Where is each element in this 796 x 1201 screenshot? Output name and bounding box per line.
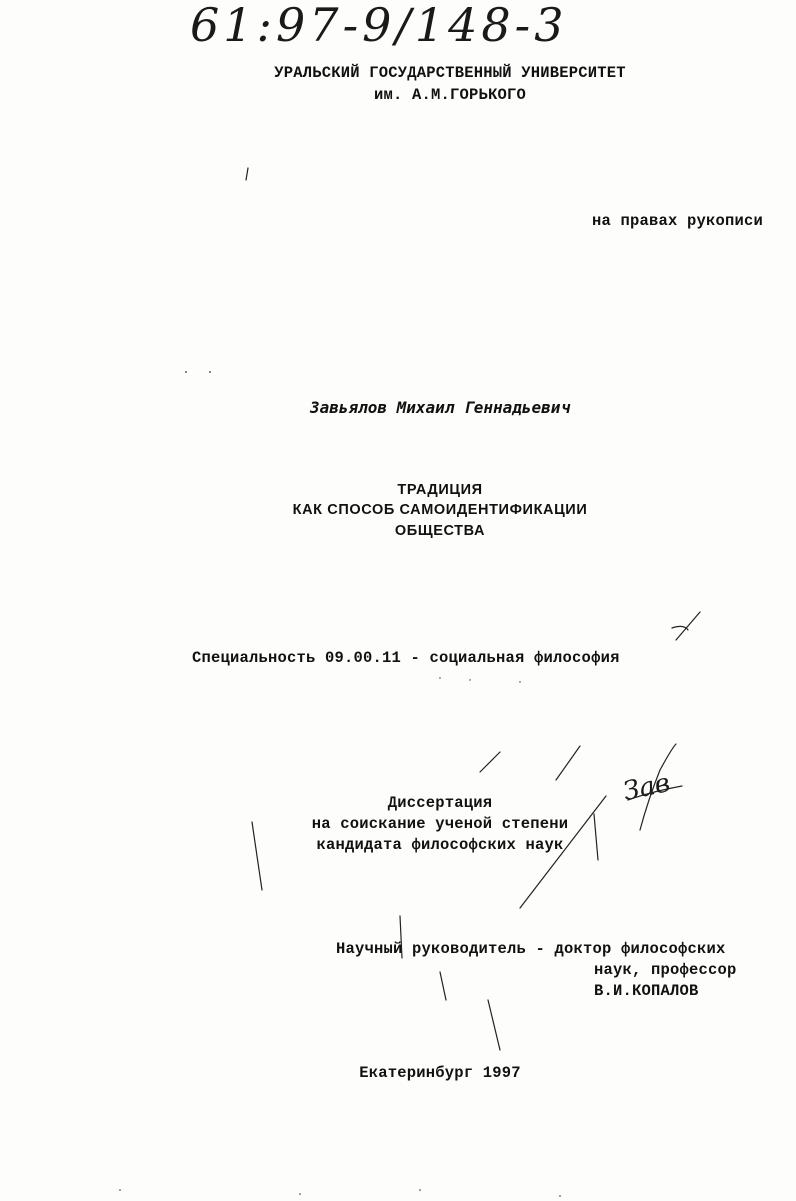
place-year: Екатеринбург 1997 (359, 1064, 521, 1082)
stroke-mark (594, 814, 598, 860)
supervisor-line2: наук, профессор (594, 961, 737, 979)
stroke-mark (252, 822, 262, 890)
stroke-mark (480, 752, 500, 772)
dissertation-label: Диссертация (387, 794, 493, 812)
degree-sought: на соискание ученой степени (311, 815, 569, 833)
author-name: Завьялов Михаил Геннадьевич (309, 398, 571, 417)
signature-handwritten: Зав (620, 767, 673, 808)
stroke-mark (440, 972, 446, 1000)
stroke-mark (520, 796, 606, 908)
university-name: УРАЛЬСКИЙ ГОСУДАРСТВЕННЫЙ УНИВЕРСИТЕТ (274, 64, 626, 82)
university-named-after: им. А.М.ГОРЬКОГО (373, 86, 527, 104)
supervisor-name: В.И.КОПАЛОВ (594, 982, 699, 1000)
stroke-mark (488, 1000, 500, 1050)
rights-note: на правах рукописи (592, 212, 764, 230)
thesis-title-line3: ОБЩЕСТВА (394, 523, 486, 539)
specialty-line: Специальность 09.00.11 - социальная философия (192, 649, 620, 667)
stroke-mark (556, 746, 580, 780)
stroke-mark (640, 744, 676, 830)
stroke-mark (246, 168, 248, 180)
degree-field: кандидата философских наук (316, 836, 564, 854)
stroke-mark (400, 916, 402, 958)
scan-specks (119, 371, 561, 1197)
supervisor-line1: Научный руководитель - доктор философских (336, 940, 726, 958)
thesis-title-line1: ТРАДИЦИЯ (397, 482, 483, 498)
thesis-title-line2: КАК СПОСОБ САМОИДЕНТИФИКАЦИИ (292, 502, 588, 518)
stroke-mark (628, 786, 682, 800)
archive-code-handwritten: 61:97-9/148-3 (190, 0, 568, 50)
